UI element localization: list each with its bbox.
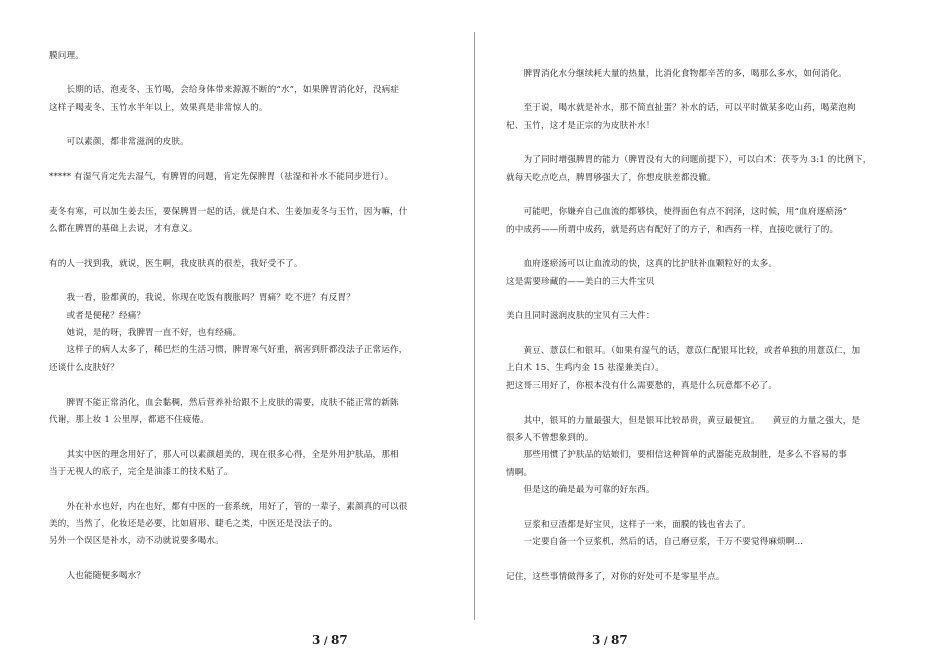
text-line: 人也能随便多喝水？ [49,571,146,581]
text-line: 但是这的确是最为可靠的好东西。 [506,484,655,495]
text-line: 有的人一找到我，就说，医生啊，我皮肤真的很差，我好受不了。 [49,258,303,269]
text-line: 长期的话，泡麦冬、玉竹喝，会给身体带来源源不断的“水”，如果脾胃消化好，没病症 [49,85,400,96]
text-line: ***** 有湿气肯定先去湿气，有脾胃的问题，肯定先保脾胃（祛湿和补水不能同步进行）。 [49,171,394,182]
text-line: 或者是便秘？经痛？ [49,310,146,321]
page-separator: / [320,636,331,647]
text-line: 麦冬有寒，可以加生姜去压，要保脾胃一起的话，就是白术、生姜加麦冬与玉竹，因为嘛，什 [49,206,408,217]
text-line: 血府逐瘀汤可以让血流动的快，这真的比护肤补血颗粒好的太多。 [506,259,778,270]
text-line: 这样子喝麦冬、玉竹水半年以上，效果真是非常惊人的。 [49,102,268,113]
text-line: 其实中医的理念用好了，那人可以素颜超美的，现在很多心得，全是外用护肤品，那相 [49,449,399,460]
text-line: 为了同时增强脾胃的能力（脾胃没有大的问题前提下），可以白术：茯苓为 3:1 的比例下， [506,155,872,166]
text-line: 的中成药——所谓中成药，就是药店有配好了的方子，和西药一样，直接吃就行了的。 [506,224,839,235]
text-line: 至于说，喝水就是补水，那不简直扯蛋？补水的话，可以平时做某多吃山药，喝菜泡枸 [506,103,856,114]
page-number: 3 [592,633,601,647]
text-line: 可能吧，你嫌弃自己血流的都够快，使得面色有点不润泽，这时候，用“血府逐瘀汤” [506,207,848,218]
page-number-footer [592,633,628,647]
text-line: 脾胃不能正常消化，血会黏稠，然后营养补给跟不上皮肤的需要，皮肤不能正常的新陈 [49,397,399,408]
text-line: 记住，这些事情做得多了，对你的好处可不是零星半点。 [506,571,725,582]
text-line: 上白术 15、生鸡内金 15 祛湿兼美白）。 [506,363,664,374]
text-line: 就每天吃点吃点，脾胃够强大了，你想皮肤差都没辙。 [506,172,716,183]
text-line: 我一看，脸都黄的，我说，你现在吃饭有腹胀吗？胃痛？吃不进？有反胃？ [49,293,356,304]
text-line: 这是需要珍藏的——美白的三大件宝贝 [506,276,655,287]
text-line: 她说，是的呀，我脾胃一直不好，也有经痛。 [49,328,242,339]
text-line: 另外一个误区是补水，动不动就说要多喝水。 [49,536,224,547]
text-line: 膜问理。 [49,50,84,61]
page-total: 87 [330,633,348,647]
right-page [476,0,950,672]
text-line: 外在补水也好，内在也好，都有中医的一套系统，用好了，管的一辈子，素颜真的可以很 [49,501,408,512]
text-line: 很多人不曾想象到的。 [506,432,594,443]
text-line: 美白且同时滋润皮肤的宝贝有三大件： [506,311,655,322]
text-line: 黄豆、薏苡仁和银耳。（如果有湿气的话，薏苡仁配银耳比较，或者单独的用薏苡仁，加 [506,346,861,357]
page-number: 3 [312,633,321,647]
text-line: 脾胃消化水分继续耗大量的热量，比消化食物都辛苦的多，喝那么多水，如何消化。 [506,68,848,79]
text-line: 还谈什么皮肤好？ [49,362,119,373]
text-line: 其中，银耳的力量最强大，但是银耳比较昂贵，黄豆最便宜。 黄豆的力量之强大，是 [506,415,861,426]
page-divider [474,32,475,620]
text-line: 当于无视人的底子，完全是油漆工的技术贴了。 [49,466,233,477]
page-total: 87 [610,633,628,647]
text-line: 情啊。 [506,467,533,478]
text-line: 可以素颜，都非常滋润的皮肤。 [49,137,189,148]
text-line: 那些用惯了护肤品的姑娘们，要相信这种简单的武器能克敌制胜，是多么不容易的事 [506,450,848,461]
page-separator: / [600,636,611,647]
left-page [0,0,474,672]
text-line: 美的，当然了，化妆还是必要，比如眉形、睫毛之类，中医还是没法子的。 [49,518,338,529]
text-line: 代谢，那上妆 1 公里厚，都遮不住疲倦。 [49,414,210,425]
text-line: 把这哥三用好了，你根本没有什么需要愁的，真是什么玩意都不必了。 [506,380,778,391]
text-line: 这样子的病人太多了，稀巴烂的生活习惯，脾胃寒气好重，祸害到肝都没法子正常运作， [49,345,408,356]
page-number-footer [312,633,348,647]
text-line: 一定要自备一个豆浆机，然后的话，自己磨豆浆，千万不要觉得麻烦啊… [506,536,804,547]
text-line: 么都在脾胃的基础上去说，才有意义。 [49,224,198,234]
text-line: 豆浆和豆渣都是好宝贝，这样子一来，面膜的钱也省去了。 [506,519,751,530]
text-line: 杞、玉竹，这才是正宗的为皮肤补水！ [506,120,655,131]
